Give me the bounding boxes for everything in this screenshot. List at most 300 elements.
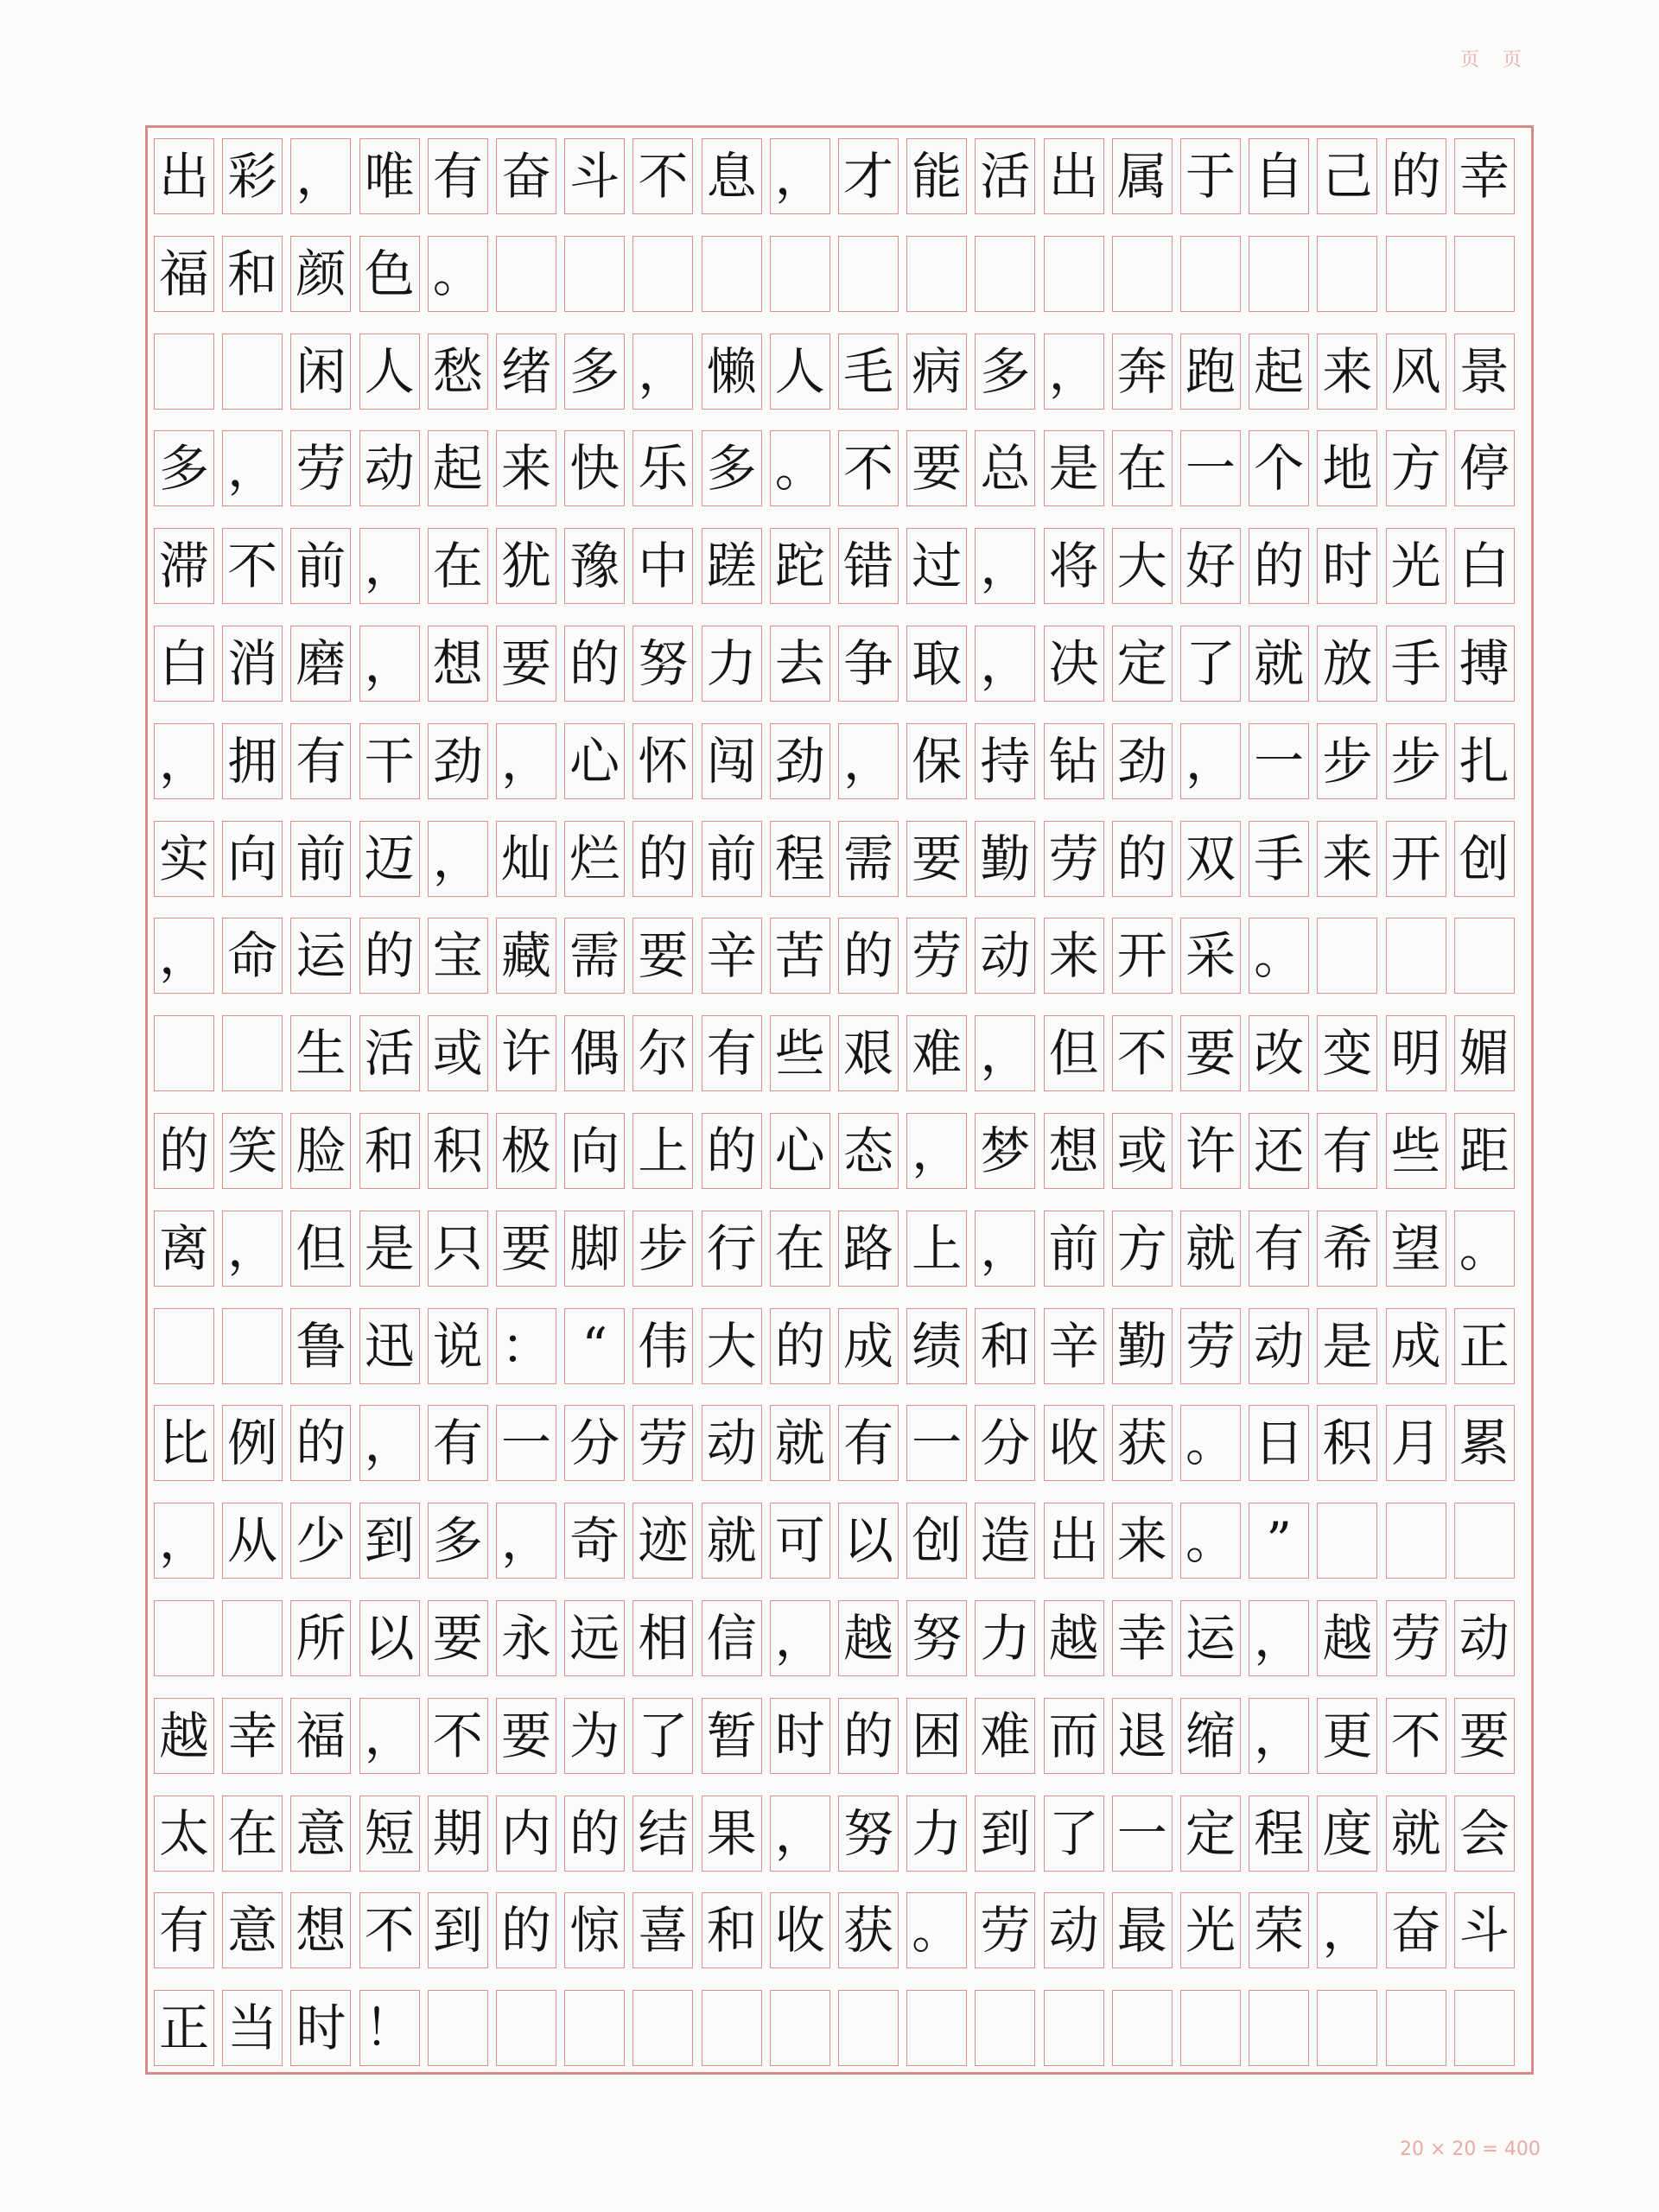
grid-cell: 活	[975, 138, 1035, 214]
grid-cell: “	[564, 1308, 625, 1384]
grid-cell: ”	[1249, 1503, 1309, 1579]
grid-cell: 去	[770, 626, 830, 702]
grid-cell: 将	[1044, 528, 1104, 604]
grid-cell	[1454, 1503, 1515, 1579]
grid-cell	[632, 1990, 693, 2066]
grid-cell: 可	[770, 1503, 830, 1579]
grid-cell: 所	[290, 1600, 351, 1676]
grid-cell	[1249, 236, 1309, 312]
grid-cell	[702, 236, 762, 312]
grid-cell: 要	[632, 918, 693, 994]
grid-cell: 惊	[564, 1892, 625, 1968]
grid-cell: 想	[428, 626, 488, 702]
grid-cell: 劳	[1044, 821, 1104, 897]
grid-cell	[838, 1990, 899, 2066]
grid-cell: 才	[838, 138, 899, 214]
grid-cell: 一	[1180, 430, 1241, 506]
grid-cell: 白	[1454, 528, 1515, 604]
grid-cell: ，	[1317, 1892, 1377, 1968]
grid-cell: 在	[428, 528, 488, 604]
grid-cell: 颜	[290, 236, 351, 312]
grid-cell: 来	[1317, 334, 1377, 410]
grid-cell: 奋	[1386, 1892, 1446, 1968]
grid-cell	[222, 334, 283, 410]
grid-cell: 动	[1044, 1892, 1104, 1968]
grid-cell: 有	[428, 138, 488, 214]
grid-cell: 越	[1044, 1600, 1104, 1676]
grid-cell: 心	[770, 1113, 830, 1189]
grid-cell: 出	[154, 138, 214, 214]
grid-cell	[1454, 236, 1515, 312]
grid-cell: 比	[154, 1405, 214, 1481]
grid-cell: 困	[906, 1698, 967, 1774]
grid-cell: 斗	[564, 138, 625, 214]
grid-cell: 绩	[906, 1308, 967, 1384]
grid-cell: 争	[838, 626, 899, 702]
grid-cell: ：	[496, 1308, 556, 1384]
grid-cell: 的	[702, 1113, 762, 1189]
grid-cell: 或	[428, 1015, 488, 1091]
grid-cell: 还	[1249, 1113, 1309, 1189]
grid-cell: 获	[1112, 1405, 1173, 1481]
grid-cell: 行	[702, 1211, 762, 1287]
grid-cell: 最	[1112, 1892, 1173, 1968]
grid-cell: 或	[1112, 1113, 1173, 1189]
grid-cell: 了	[1044, 1796, 1104, 1872]
grid-cell: 错	[838, 528, 899, 604]
grid-cell: 前	[290, 821, 351, 897]
grid-cell: 动	[1454, 1600, 1515, 1676]
grid-cell: 的	[1386, 138, 1446, 214]
grid-cell: 起	[1249, 334, 1309, 410]
grid-cell: 幸	[222, 1698, 283, 1774]
grid-cell: 方	[1386, 430, 1446, 506]
grid-cell: 手	[1249, 821, 1309, 897]
grid-cell: 鲁	[290, 1308, 351, 1384]
grid-cell: 动	[359, 430, 420, 506]
grid-cell: 信	[702, 1600, 762, 1676]
grid-cell: 人	[359, 334, 420, 410]
grid-cell: 奔	[1112, 334, 1173, 410]
grid-cell: 正	[154, 1990, 214, 2066]
grid-cell	[770, 236, 830, 312]
grid-cell: 病	[906, 334, 967, 410]
grid-cell: 到	[359, 1503, 420, 1579]
grid-cell: 希	[1317, 1211, 1377, 1287]
grid-cell: 己	[1317, 138, 1377, 214]
grid-cell: 迹	[632, 1503, 693, 1579]
grid-cell: 命	[222, 918, 283, 994]
grid-cell: 要	[496, 1698, 556, 1774]
grid-cell: 时	[1317, 528, 1377, 604]
grid-cell: 的	[838, 1698, 899, 1774]
grid-cell: 和	[359, 1113, 420, 1189]
grid-cell: 不	[1386, 1698, 1446, 1774]
grid-cell: 劳	[290, 430, 351, 506]
grid-cell	[1454, 918, 1515, 994]
grid-cell: 开	[1112, 918, 1173, 994]
grid-cell: 跎	[770, 528, 830, 604]
grid-cell: 有	[154, 1892, 214, 1968]
grid-cell: 越	[1317, 1600, 1377, 1676]
grid-cell: 多	[702, 430, 762, 506]
grid-cell	[1044, 1990, 1104, 2066]
grid-cell: 动	[702, 1405, 762, 1481]
grid-cell: 一	[1112, 1796, 1173, 1872]
grid-cell: 幸	[1112, 1600, 1173, 1676]
grid-cell	[1317, 1990, 1377, 2066]
grid-cell: 停	[1454, 430, 1515, 506]
grid-cell: 步	[1386, 723, 1446, 799]
grid-cell: ，	[290, 138, 351, 214]
grid-cell: 劳	[1386, 1600, 1446, 1676]
grid-cell: 伟	[632, 1308, 693, 1384]
grid-cell: 毛	[838, 334, 899, 410]
grid-cell: 步	[632, 1211, 693, 1287]
grid-cell	[1317, 236, 1377, 312]
grid-cell: 到	[975, 1796, 1035, 1872]
grid-cell: 收	[770, 1892, 830, 1968]
grid-cell: 是	[1044, 430, 1104, 506]
grid-cell: 努	[838, 1796, 899, 1872]
grid-cell: 灿	[496, 821, 556, 897]
grid-size-footer: 20 × 20 = 400	[1400, 2139, 1541, 2160]
grid-cell	[496, 1990, 556, 2066]
grid-cell: ，	[770, 1796, 830, 1872]
grid-cell: 前	[1044, 1211, 1104, 1287]
grid-cell: 到	[428, 1892, 488, 1968]
grid-cell: 想	[290, 1892, 351, 1968]
grid-cell: 就	[770, 1405, 830, 1481]
grid-cell: 景	[1454, 334, 1515, 410]
grid-cell: 生	[290, 1015, 351, 1091]
grid-cell: 一	[906, 1405, 967, 1481]
grid-cell: 积	[428, 1113, 488, 1189]
grid-cell	[564, 1990, 625, 2066]
grid-cell: 辛	[702, 918, 762, 994]
grid-cell: 越	[838, 1600, 899, 1676]
grid-cell: 就	[1249, 626, 1309, 702]
grid-cell: 福	[154, 236, 214, 312]
grid-cell: 成	[1386, 1308, 1446, 1384]
grid-cell	[1386, 918, 1446, 994]
grid-cell: ，	[222, 1211, 283, 1287]
grid-cell: 和	[222, 236, 283, 312]
grid-cell: 运	[1180, 1600, 1241, 1676]
grid-cell: 的	[770, 1308, 830, 1384]
grid-cell	[1317, 1503, 1377, 1579]
grid-cell: 的	[496, 1892, 556, 1968]
grid-cell: 心	[564, 723, 625, 799]
grid-cell: 。	[1180, 1503, 1241, 1579]
grid-cell	[496, 236, 556, 312]
grid-cell: ，	[975, 1211, 1035, 1287]
grid-cell: 来	[1112, 1503, 1173, 1579]
grid-cell: 要	[906, 821, 967, 897]
grid-cell: 艰	[838, 1015, 899, 1091]
grid-cell: 但	[1044, 1015, 1104, 1091]
grid-cell: 喜	[632, 1892, 693, 1968]
grid-cell: 有	[702, 1015, 762, 1091]
grid-cell: ，	[496, 723, 556, 799]
grid-cell: 不	[359, 1892, 420, 1968]
grid-cell: 懒	[702, 334, 762, 410]
grid-cell: ，	[496, 1503, 556, 1579]
grid-cell: 态	[838, 1113, 899, 1189]
grid-cell: 更	[1317, 1698, 1377, 1774]
grid-cell	[1112, 1990, 1173, 2066]
grid-cell: 奇	[564, 1503, 625, 1579]
grid-cell	[1180, 1990, 1241, 2066]
grid-cell: 太	[154, 1796, 214, 1872]
grid-cell: 怀	[632, 723, 693, 799]
grid-cell: 程	[1249, 1796, 1309, 1872]
grid-cell: 迈	[359, 821, 420, 897]
grid-cell	[1112, 236, 1173, 312]
grid-cell: 少	[290, 1503, 351, 1579]
grid-cell: ，	[632, 334, 693, 410]
grid-cell: 远	[564, 1600, 625, 1676]
grid-cell	[1454, 1990, 1515, 2066]
grid-cell: ，	[154, 918, 214, 994]
grid-cell: 迅	[359, 1308, 420, 1384]
grid-cell: 积	[1317, 1405, 1377, 1481]
grid-cell	[428, 1990, 488, 2066]
grid-cell: 劳	[1180, 1308, 1241, 1384]
grid-cell: 例	[222, 1405, 283, 1481]
grid-cell: 一	[1249, 723, 1309, 799]
grid-cell: 越	[154, 1698, 214, 1774]
grid-cell: 乐	[632, 430, 693, 506]
grid-cell: 永	[496, 1600, 556, 1676]
grid-cell: 干	[359, 723, 420, 799]
grid-cell: 方	[1112, 1211, 1173, 1287]
grid-cell: 能	[906, 138, 967, 214]
grid-cell: 定	[1180, 1796, 1241, 1872]
grid-cell: 内	[496, 1796, 556, 1872]
grid-cell: 笑	[222, 1113, 283, 1189]
grid-cell: 有	[290, 723, 351, 799]
grid-cell: 为	[564, 1698, 625, 1774]
grid-cell: 分	[564, 1405, 625, 1481]
header-mark: 页 页	[1460, 49, 1530, 71]
grid-cell: ，	[975, 528, 1035, 604]
grid-cell: 总	[975, 430, 1035, 506]
grid-cell: 是	[1317, 1308, 1377, 1384]
grid-cell: 累	[1454, 1405, 1515, 1481]
grid-cell: 滞	[154, 528, 214, 604]
grid-cell: 就	[1180, 1211, 1241, 1287]
grid-cell: ，	[1249, 1600, 1309, 1676]
grid-cell	[154, 1600, 214, 1676]
grid-cell: 许	[496, 1015, 556, 1091]
grid-cell: ，	[359, 1698, 420, 1774]
grid-cell	[1386, 236, 1446, 312]
grid-cell: 风	[1386, 334, 1446, 410]
grid-cell: 力	[702, 626, 762, 702]
grid-cell: 从	[222, 1503, 283, 1579]
grid-cell: 要	[1180, 1015, 1241, 1091]
grid-cell	[702, 1990, 762, 2066]
grid-cell: 变	[1317, 1015, 1377, 1091]
grid-cell: 出	[1044, 1503, 1104, 1579]
grid-cell: 期	[428, 1796, 488, 1872]
grid-cell: 。	[428, 236, 488, 312]
grid-cell	[222, 1015, 283, 1091]
grid-cell: 绪	[496, 334, 556, 410]
grid-cell: 向	[222, 821, 283, 897]
grid-cell: 要	[428, 1600, 488, 1676]
grid-cell: 过	[906, 528, 967, 604]
grid-cell: 就	[1386, 1796, 1446, 1872]
grid-cell: ，	[770, 138, 830, 214]
grid-cell: 离	[154, 1211, 214, 1287]
grid-cell: 手	[1386, 626, 1446, 702]
grid-cell: 辛	[1044, 1308, 1104, 1384]
grid-cell: 和	[975, 1308, 1035, 1384]
grid-cell: 步	[1317, 723, 1377, 799]
grid-cell: 时	[770, 1698, 830, 1774]
grid-cell	[564, 236, 625, 312]
grid-cell: 不	[838, 430, 899, 506]
grid-cell	[906, 236, 967, 312]
grid-cell: 度	[1317, 1796, 1377, 1872]
grid-cell: 奋	[496, 138, 556, 214]
grid-cell: 不	[1112, 1015, 1173, 1091]
grid-cell	[154, 1015, 214, 1091]
grid-cell: 不	[428, 1698, 488, 1774]
grid-cell: 。	[906, 1892, 967, 1968]
grid-cell: 来	[1317, 821, 1377, 897]
grid-cell: 活	[359, 1015, 420, 1091]
grid-cell: 了	[1180, 626, 1241, 702]
grid-cell: 力	[975, 1600, 1035, 1676]
grid-cell: ，	[428, 821, 488, 897]
grid-cell	[1044, 236, 1104, 312]
grid-cell: 拥	[222, 723, 283, 799]
grid-cell: 退	[1112, 1698, 1173, 1774]
grid-cell: 有	[838, 1405, 899, 1481]
grid-cell: 的	[564, 626, 625, 702]
grid-cell: 开	[1386, 821, 1446, 897]
grid-cell	[975, 1990, 1035, 2066]
grid-cell	[222, 1308, 283, 1384]
grid-cell: 但	[290, 1211, 351, 1287]
grid-cell: 需	[564, 918, 625, 994]
grid-cell: 多	[975, 334, 1035, 410]
grid-cell: 闯	[702, 723, 762, 799]
grid-cell: 犹	[496, 528, 556, 604]
grid-cell: 光	[1386, 528, 1446, 604]
grid-cell: 跑	[1180, 334, 1241, 410]
grid-cell: 双	[1180, 821, 1241, 897]
grid-cell	[1317, 918, 1377, 994]
grid-cell: 的	[1249, 528, 1309, 604]
grid-cell: 难	[906, 1015, 967, 1091]
grid-cell: 光	[1180, 1892, 1241, 1968]
grid-cell: 难	[975, 1698, 1035, 1774]
grid-cell: 个	[1249, 430, 1309, 506]
grid-cell: 闲	[290, 334, 351, 410]
grid-cell: 有	[428, 1405, 488, 1481]
grid-cell: 。	[770, 430, 830, 506]
grid-cell: 结	[632, 1796, 693, 1872]
grid-cell: 动	[1249, 1308, 1309, 1384]
grid-cell: 要	[496, 1211, 556, 1287]
grid-cell: 多	[428, 1503, 488, 1579]
grid-cell: 果	[702, 1796, 762, 1872]
grid-cell: 成	[838, 1308, 899, 1384]
grid-cell: 大	[1112, 528, 1173, 604]
grid-cell: 的	[632, 821, 693, 897]
grid-cell: 放	[1317, 626, 1377, 702]
grid-cell: ，	[359, 528, 420, 604]
grid-cell: ，	[770, 1600, 830, 1676]
grid-cell: 的	[838, 918, 899, 994]
grid-cell: 和	[702, 1892, 762, 1968]
grid-cell: 宝	[428, 918, 488, 994]
grid-cell: 上	[632, 1113, 693, 1189]
grid-cell: 些	[770, 1015, 830, 1091]
grid-cell: 蹉	[702, 528, 762, 604]
grid-cell	[906, 1990, 967, 2066]
grid-cell: 收	[1044, 1405, 1104, 1481]
grid-cell: 于	[1180, 138, 1241, 214]
grid-cell: ，	[359, 1405, 420, 1481]
grid-cell: 创	[1454, 821, 1515, 897]
grid-cell: 暂	[702, 1698, 762, 1774]
grid-cell	[1386, 1990, 1446, 2066]
grid-cell: 磨	[290, 626, 351, 702]
grid-cell: 需	[838, 821, 899, 897]
grid-cell: 劲	[1112, 723, 1173, 799]
grid-cell: ，	[906, 1113, 967, 1189]
grid-cell: 劳	[906, 918, 967, 994]
grid-cell: 脚	[564, 1211, 625, 1287]
grid-cell: 。	[1180, 1405, 1241, 1481]
grid-cell: 要	[1454, 1698, 1515, 1774]
grid-cell: 烂	[564, 821, 625, 897]
grid-cell: 而	[1044, 1698, 1104, 1774]
grid-cell: 劳	[632, 1405, 693, 1481]
grid-cell: 在	[1112, 430, 1173, 506]
grid-cell: ，	[359, 626, 420, 702]
grid-cell: 采	[1180, 918, 1241, 994]
grid-cell: 梦	[975, 1113, 1035, 1189]
grid-cell: 福	[290, 1698, 351, 1774]
grid-cell: 的	[154, 1113, 214, 1189]
grid-cell	[154, 334, 214, 410]
grid-cell: 以	[359, 1600, 420, 1676]
grid-cell: 劲	[428, 723, 488, 799]
grid-cell: 程	[770, 821, 830, 897]
grid-cell: ，	[1044, 334, 1104, 410]
grid-cell: 就	[702, 1503, 762, 1579]
grid-cell: 决	[1044, 626, 1104, 702]
grid-cell: 钻	[1044, 723, 1104, 799]
grid-cell: 劲	[770, 723, 830, 799]
grid-cell: 缩	[1180, 1698, 1241, 1774]
grid-cell: 前	[290, 528, 351, 604]
grid-cell: 的	[290, 1405, 351, 1481]
grid-cell: 好	[1180, 528, 1241, 604]
grid-cell	[838, 236, 899, 312]
grid-cell: ，	[1180, 723, 1241, 799]
grid-cell: 。	[1454, 1211, 1515, 1287]
grid-cell: 实	[154, 821, 214, 897]
grid-cell: 距	[1454, 1113, 1515, 1189]
grid-cell: 来	[496, 430, 556, 506]
